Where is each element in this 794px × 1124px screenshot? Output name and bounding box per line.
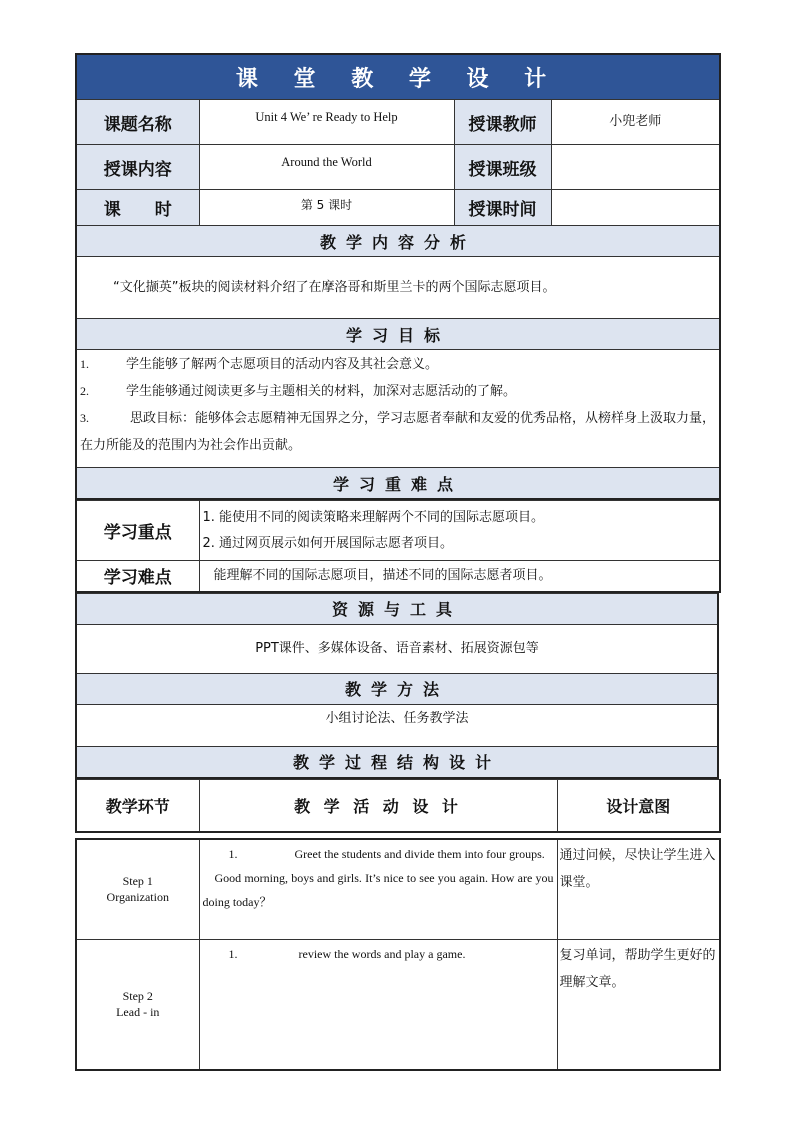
period-label: 课 时 <box>76 190 199 226</box>
period-value: 第 5 课时 <box>199 190 454 226</box>
activity-line: 1. review the words and play a game. <box>203 942 554 966</box>
col-activity: 教 学 活 动 设 计 <box>199 779 557 832</box>
time-value <box>551 190 720 226</box>
activity-num: 1. <box>228 847 238 861</box>
class-value <box>551 145 720 190</box>
key-points-table <box>75 500 721 593</box>
analysis-text: “文化撷英”板块的阅读材料介绍了在摩洛哥和斯里兰卡的两个国际志愿项目。 <box>76 257 720 319</box>
objective-text: 学生能够了解两个志愿项目的活动内容及其社会意义。 <box>126 357 439 372</box>
content-label: 授课内容 <box>76 145 199 190</box>
methods-heading: 教学方法 <box>76 673 718 704</box>
step-number: Step 2 <box>122 989 153 1004</box>
objectives-list <box>76 350 720 468</box>
focus-label: 学习重点 <box>76 501 199 561</box>
col-stage: 教学环节 <box>76 779 199 832</box>
page-title: 课 堂 教 学 设 计 <box>76 54 720 100</box>
step-activity <box>199 939 557 1070</box>
objective-item <box>80 378 716 405</box>
steps-table <box>75 838 721 1071</box>
difficulty-label: 学习难点 <box>76 561 199 592</box>
resources-methods-table <box>75 593 719 779</box>
resources-text: PPT课件、多媒体设备、语音素材、拓展资源包等 <box>76 624 718 673</box>
step-name: Lead - in <box>116 1005 160 1020</box>
step-number: Step 1 <box>122 874 153 889</box>
step-label <box>76 839 199 939</box>
methods-text: 小组讨论法、任务教学法 <box>76 704 718 746</box>
step-label <box>76 939 199 1070</box>
topic-value: Unit 4 We’ re Ready to Help <box>199 100 454 145</box>
teacher-value: 小兜老师 <box>551 100 720 145</box>
col-purpose: 设计意图 <box>557 779 720 832</box>
difficulty-text: 能理解不同的国际志愿项目，描述不同的国际志愿者项目。 <box>199 561 720 592</box>
lesson-plan-sheet <box>75 53 719 1071</box>
analysis-heading: 教学内容分析 <box>76 226 720 257</box>
objective-text: 学生能够通过阅读更多与主题相关的材料，加深对志愿活动的了解。 <box>126 384 517 399</box>
focus-item: 1. 能使用不同的阅读策略来理解两个不同的国际志愿项目。 <box>202 509 545 525</box>
activity-line: 1. Greet the students and divide them into four groups. <box>203 842 554 866</box>
focus-item: 2. 通过网页展示如何开展国际志愿者项目。 <box>202 535 454 551</box>
objectives-heading: 学习目标 <box>76 319 720 350</box>
step-name: Organization <box>106 890 169 905</box>
step-purpose: 通过问候，尽快让学生进入课堂。 <box>557 839 720 939</box>
key-points-heading: 学习重难点 <box>76 468 720 500</box>
process-header-table <box>75 779 721 834</box>
topic-label: 课题名称 <box>76 100 199 145</box>
lesson-plan-table <box>75 53 721 500</box>
time-label: 授课时间 <box>454 190 551 226</box>
objective-item <box>80 351 716 378</box>
table-row <box>76 839 720 939</box>
process-heading: 教学过程结构设计 <box>76 746 718 778</box>
objective-text: 思政目标：能够体会志愿精神无国界之分，学习志愿者奉献和友爱的优秀品格，从榜样身上汲取力量，在力所能及的范围内为社会作出贡献。 <box>80 411 716 453</box>
table-row <box>76 939 720 1070</box>
activity-line: Good morning, boys and girls. It’s nice to see you again. How are you doing today？ <box>202 871 554 909</box>
focus-list <box>199 501 720 561</box>
activity-num: 1. <box>228 946 238 961</box>
objective-num: 2. <box>80 384 89 398</box>
step-activity <box>199 839 557 939</box>
class-label: 授课班级 <box>454 145 551 190</box>
step-purpose: 复习单词，帮助学生更好的理解文章。 <box>557 939 720 1070</box>
objective-num: 1. <box>80 357 89 371</box>
objective-item <box>80 405 716 459</box>
objective-num: 3. <box>80 411 89 425</box>
content-value: Around the World <box>199 145 454 190</box>
teacher-label: 授课教师 <box>454 100 551 145</box>
resources-heading: 资源与工具 <box>76 593 718 624</box>
